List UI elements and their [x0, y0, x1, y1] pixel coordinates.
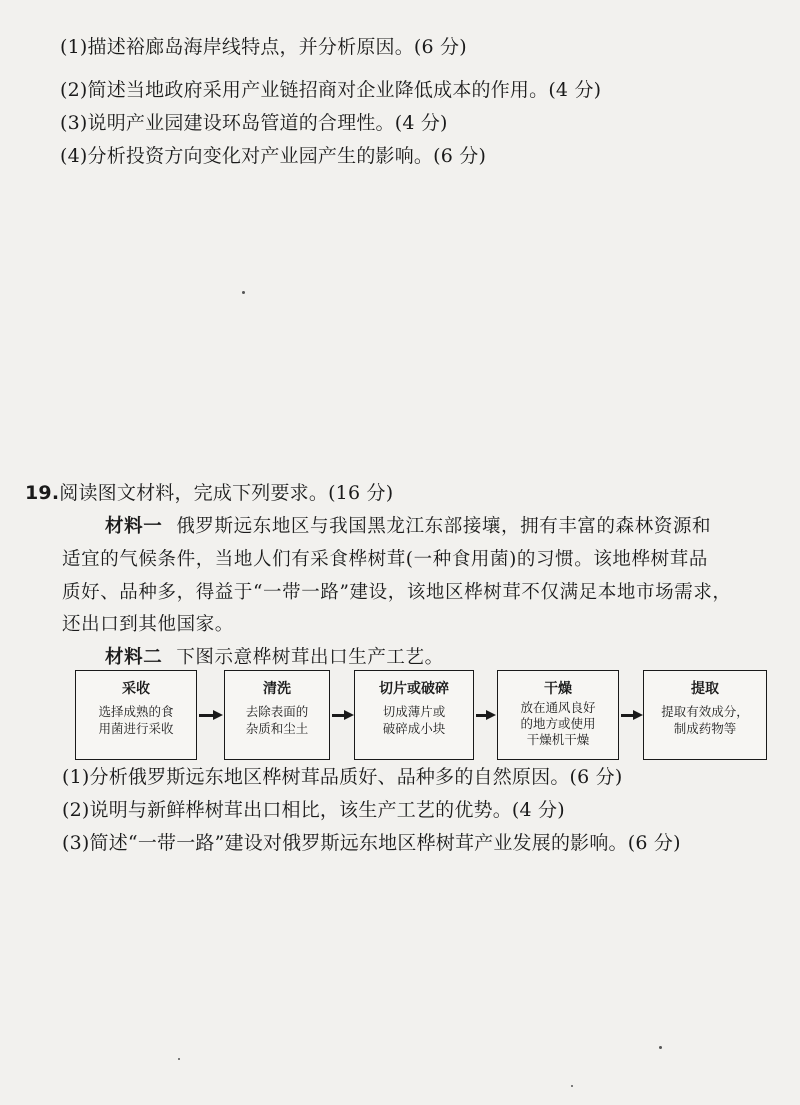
flow-step-desc-line: 选择成熟的食 — [98, 704, 174, 719]
flow-step-title: 提取 — [691, 681, 719, 697]
flow-step-desc-line: 杂质和尘土 — [245, 721, 309, 736]
flow-step-desc-line: 制成药物等 — [673, 721, 737, 736]
flow-step-desc — [498, 700, 618, 748]
material2-line — [105, 645, 444, 671]
material1-line-1 — [105, 514, 711, 540]
flow-step-title: 清洗 — [263, 681, 291, 697]
flow-step-desc — [355, 703, 473, 737]
question-19-1: (1)分析俄罗斯远东地区桦树茸品质好、品种多的自然原因。(6 分) — [62, 766, 623, 788]
scan-speck — [571, 1085, 573, 1087]
question-19-heading — [25, 480, 393, 506]
flow-step-extract — [643, 670, 767, 760]
flow-step-desc-line: 提取有效成分， — [661, 704, 749, 719]
material2-label: 材料二 — [105, 647, 163, 668]
material2-text: 下图示意桦树茸出口生产工艺。 — [176, 647, 444, 668]
flow-step-desc-line: 放在通风良好 — [520, 700, 596, 715]
scan-speck — [659, 1046, 662, 1049]
flow-step-desc-line: 的地方或使用 — [520, 716, 596, 731]
flow-step-desc-line: 干燥机干燥 — [526, 732, 590, 747]
flow-step-dry — [497, 670, 619, 760]
flow-arrow — [476, 710, 496, 720]
flow-step-desc — [225, 703, 329, 737]
flow-step-desc-line: 去除表面的 — [245, 704, 309, 719]
flow-step-wash — [224, 670, 330, 760]
question-18-3: (3)说明产业园建设环岛管道的合理性。(4 分) — [60, 112, 448, 134]
flow-step-harvest — [75, 670, 197, 760]
flow-step-desc — [76, 703, 196, 737]
material1-label: 材料一 — [105, 516, 163, 537]
flow-step-title: 干燥 — [544, 681, 572, 697]
question-18-2: (2)简述当地政府采用产业链招商对企业降低成本的作用。(4 分) — [60, 79, 602, 101]
question-18-4: (4)分析投资方向变化对产业园产生的影响。(6 分) — [60, 145, 487, 167]
question-number: 19. — [25, 482, 60, 504]
question-19-3: (3)简述“一带一路”建设对俄罗斯远东地区桦树茸产业发展的影响。(6 分) — [62, 832, 681, 854]
question-19-2: (2)说明与新鲜桦树茸出口相比，该生产工艺的优势。(4 分) — [62, 799, 565, 821]
material1-line-3: 质好、品种多，得益于“一带一路”建设，该地区桦树茸不仅满足本地市场需求， — [62, 582, 732, 603]
process-flowchart — [0, 670, 800, 770]
flow-step-desc-line: 用菌进行采收 — [98, 721, 174, 736]
flow-arrow — [332, 710, 354, 720]
material1-text-1: 俄罗斯远东地区与我国黑龙江东部接壤，拥有丰富的森林资源和 — [176, 516, 712, 537]
scan-speck — [242, 291, 245, 294]
material1-line-4: 还出口到其他国家。 — [62, 614, 234, 635]
scan-speck — [178, 1058, 180, 1060]
flow-step-title: 采收 — [122, 681, 150, 697]
flow-step-desc-line: 切成薄片或 — [382, 704, 446, 719]
question-19-title: 阅读图文材料，完成下列要求。(16 分) — [59, 482, 394, 504]
flow-arrow — [621, 710, 643, 720]
question-18-1: (1)描述裕廊岛海岸线特点，并分析原因。(6 分) — [60, 36, 467, 58]
flow-step-desc — [644, 703, 766, 737]
flow-step-desc-line: 破碎成小块 — [382, 721, 446, 736]
flow-step-slice — [354, 670, 474, 760]
material1-line-2: 适宜的气候条件，当地人们有采食桦树茸(一种食用菌)的习惯。该地桦树茸品 — [62, 549, 708, 570]
flow-arrow — [199, 710, 223, 720]
flow-step-title: 切片或破碎 — [379, 681, 449, 697]
